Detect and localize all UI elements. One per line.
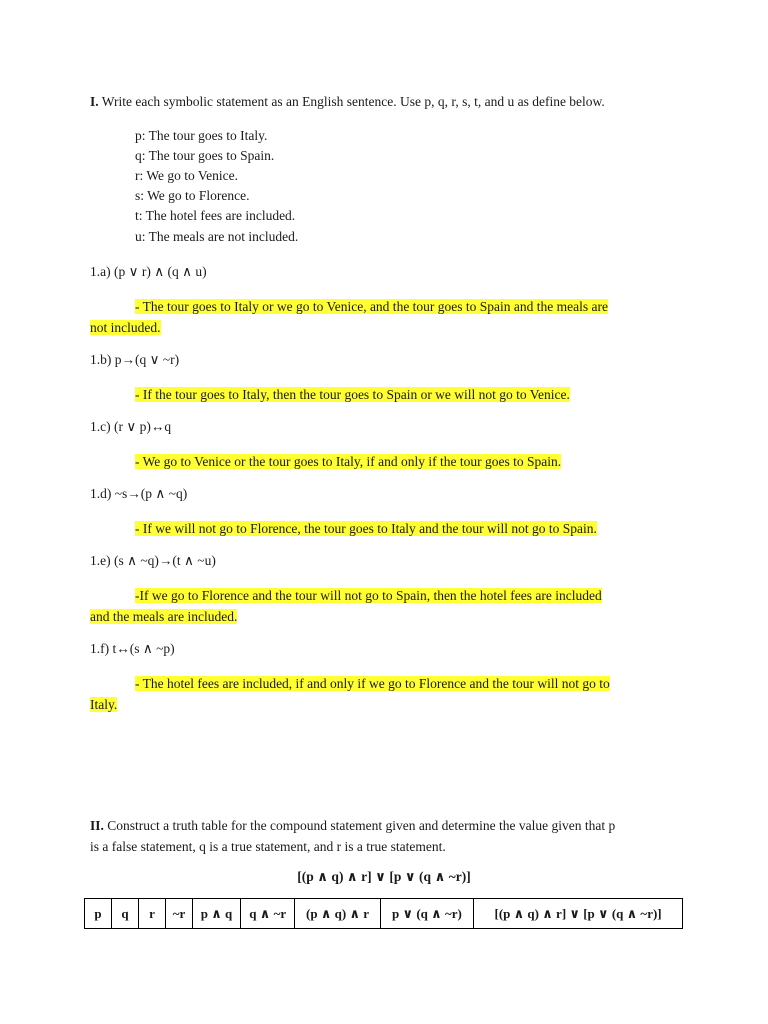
section2-intro bbox=[90, 815, 615, 857]
compound-formula: [(p ∧ q) ∧ r] ∨ [p ∨ (q ∧ ~r)] bbox=[297, 869, 471, 884]
item-1d-answer bbox=[90, 518, 680, 539]
truth-table bbox=[84, 898, 683, 929]
header-r: r bbox=[139, 899, 166, 929]
header-p: p bbox=[85, 899, 112, 929]
answer-line: - The tour goes to Italy or we go to Venice, and the tour goes to Spain and the meals are bbox=[135, 299, 609, 314]
item-1b-label: 1.b) p→(q ∨ ~r) bbox=[90, 352, 180, 367]
section2-heading: II. bbox=[90, 818, 104, 833]
answer-line: - If we will not go to Florence, the tour goes to Italy and the tour will not go to Spain. bbox=[135, 521, 597, 536]
answer-line: and the meals are included. bbox=[90, 609, 238, 624]
item-1b-answer bbox=[90, 384, 680, 405]
item-1d-label: 1.d) ~s→(p ∧ ~q) bbox=[90, 486, 188, 501]
definition-s: s: We go to Florence. bbox=[135, 188, 250, 203]
header-not-r: ~r bbox=[166, 899, 193, 929]
header-p-and-q: p ∧ q bbox=[193, 899, 241, 929]
definition-t: t: The hotel fees are included. bbox=[135, 208, 296, 223]
header-pq-and-r: (p ∧ q) ∧ r bbox=[295, 899, 380, 929]
item-1c-label: 1.c) (r ∨ p)↔q bbox=[90, 419, 172, 434]
item-1a-answer bbox=[90, 296, 680, 338]
header-q-and-not-r: q ∧ ~r bbox=[241, 899, 295, 929]
answer-line: - The hotel fees are included, if and only if we go to Florence and the tour will not go to bbox=[135, 676, 610, 691]
definition-u: u: The meals are not included. bbox=[135, 229, 299, 244]
truth-table-header-row bbox=[85, 899, 683, 929]
header-full-statement: [(p ∧ q) ∧ r] ∨ [p ∨ (q ∧ ~r)] bbox=[474, 899, 683, 929]
section2-instructions-line2: is a false statement, q is a true statement, and r is a true statement. bbox=[90, 839, 446, 854]
definition-p: p: The tour goes to Italy. bbox=[135, 128, 268, 143]
section1-intro bbox=[90, 94, 605, 110]
section2-instructions-line1: Construct a truth table for the compound statement given and determine the value given that p bbox=[107, 818, 616, 833]
header-p-or-q-not-r: p ∨ (q ∧ ~r) bbox=[380, 899, 473, 929]
item-1f-answer bbox=[90, 673, 680, 715]
answer-line: Italy. bbox=[90, 697, 118, 712]
definition-q: q: The tour goes to Spain. bbox=[135, 148, 275, 163]
item-1a-label: 1.a) (p ∨ r) ∧ (q ∧ u) bbox=[90, 264, 207, 279]
definition-r: r: We go to Venice. bbox=[135, 168, 239, 183]
header-q: q bbox=[112, 899, 139, 929]
item-1f-label: 1.f) t↔(s ∧ ~p) bbox=[90, 641, 175, 656]
answer-line: - If the tour goes to Italy, then the tour goes to Spain or we will not go to Venice. bbox=[135, 387, 570, 402]
section1-heading: I. bbox=[90, 94, 99, 109]
answer-line: -If we go to Florence and the tour will not go to Spain, then the hotel fees are included bbox=[135, 588, 602, 603]
item-1e-label: 1.e) (s ∧ ~q)→(t ∧ ~u) bbox=[90, 553, 216, 568]
item-1c-answer bbox=[90, 451, 680, 472]
answer-line: - We go to Venice or the tour goes to Italy, if and only if the tour goes to Spain. bbox=[135, 454, 562, 469]
section1-instructions: Write each symbolic statement as an English sentence. Use p, q, r, s, t, and u as define below. bbox=[101, 94, 605, 109]
item-1e-answer bbox=[90, 585, 680, 627]
answer-line: not included. bbox=[90, 320, 161, 335]
